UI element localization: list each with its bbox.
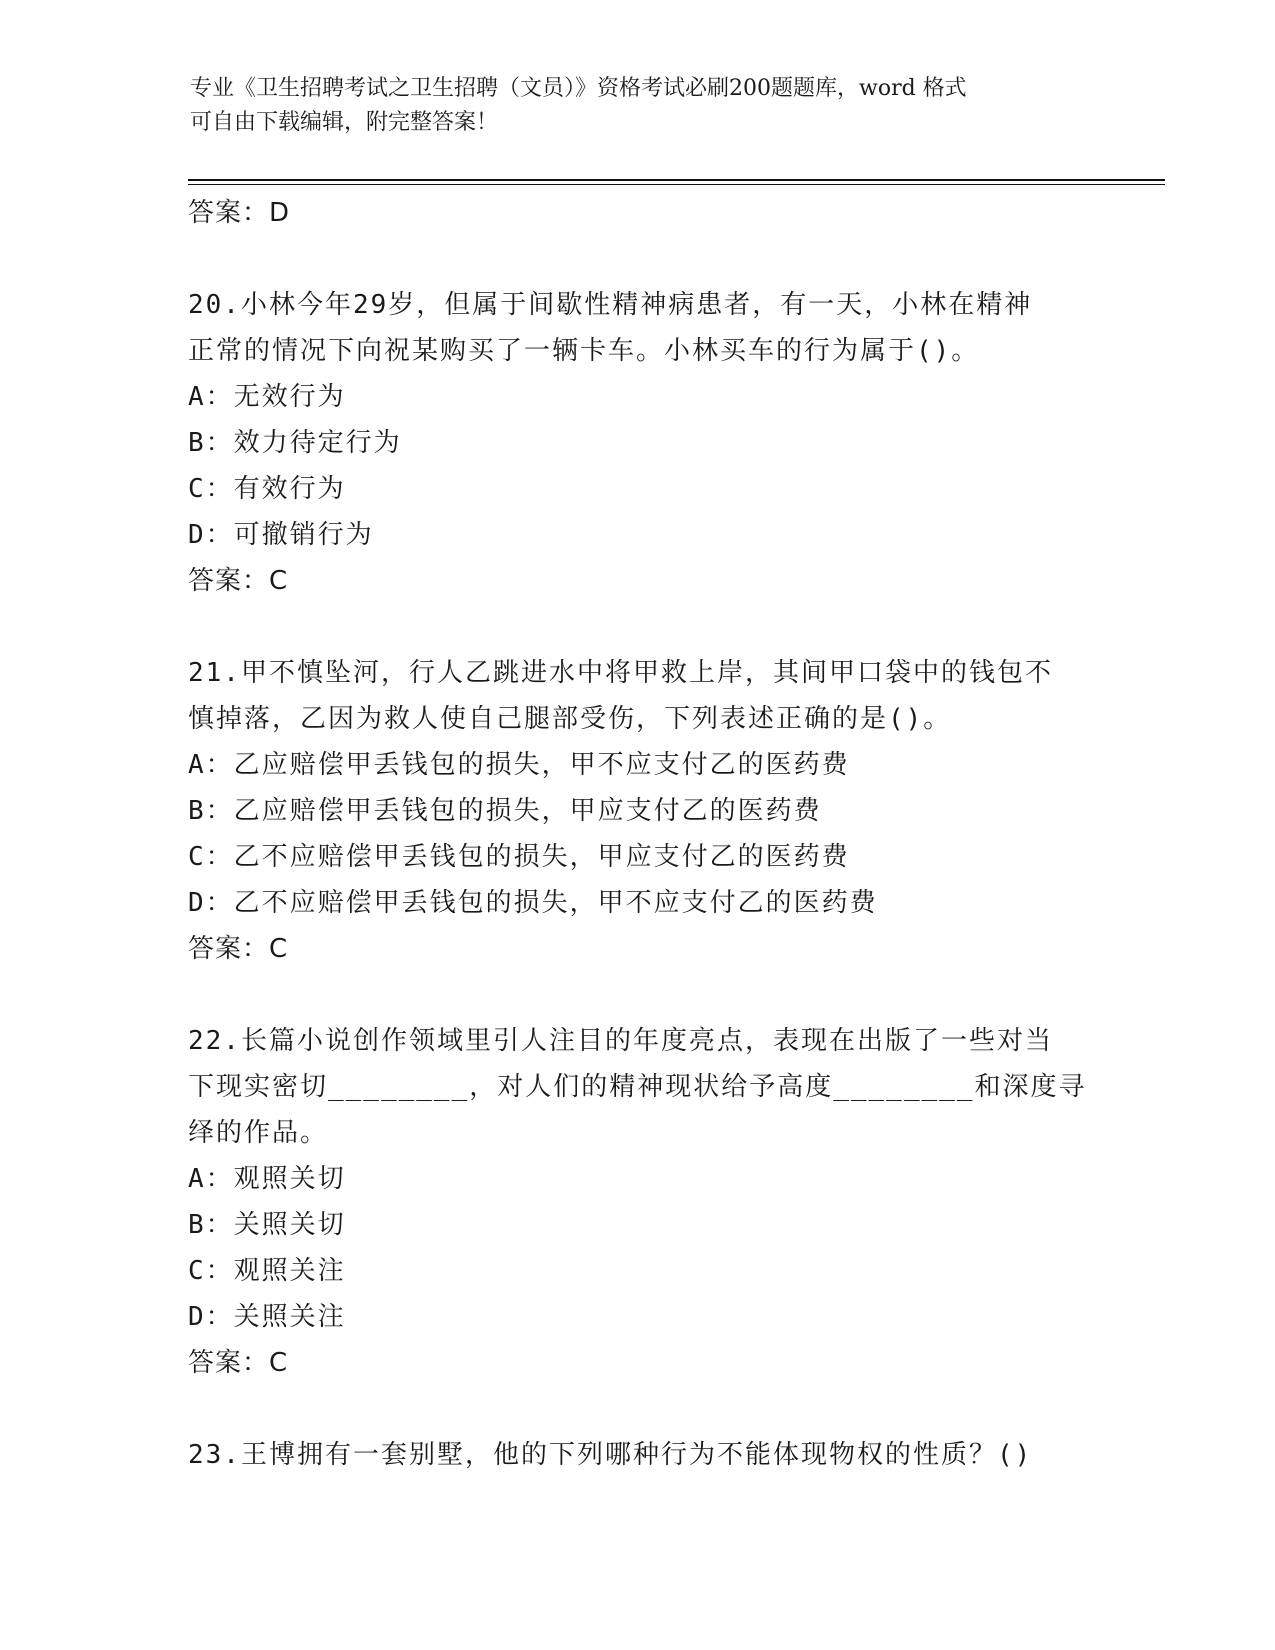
question-item	[188, 282, 1118, 604]
question-text: 23.王博拥有一套别墅，他的下列哪种行为不能体现物权的性质？()	[188, 1440, 1033, 1470]
answer-line: 答案：C	[188, 934, 289, 964]
option-a: A：乙应赔偿甲丢钱包的损失，甲不应支付乙的医药费	[188, 750, 850, 780]
header-divider-thick	[188, 179, 1165, 181]
question-text: 正常的情况下向祝某购买了一辆卡车。小林买车的行为属于()。	[188, 336, 980, 366]
header-line-2: 可自由下载编辑，附完整答案！	[190, 110, 499, 135]
option-c: C：乙不应赔偿甲丢钱包的损失，甲应支付乙的医药费	[188, 842, 850, 872]
spacer	[188, 236, 1118, 282]
question-text: 20.小林今年29岁，但属于间歇性精神病患者，有一天，小林在精神	[188, 290, 1033, 320]
document-header	[190, 72, 1090, 140]
answer-line: 答案：C	[188, 1348, 289, 1378]
header-divider-thin	[188, 184, 1165, 185]
question-text: 下现实密切________，对人们的精神现状给予高度________和深度寻	[188, 1072, 1087, 1102]
option-a: A：观照关切	[188, 1164, 346, 1194]
option-b: B：效力待定行为	[188, 428, 402, 458]
option-c: C：有效行为	[188, 474, 346, 504]
option-d: D：乙不应赔偿甲丢钱包的损失，甲不应支付乙的医药费	[188, 888, 878, 918]
question-list	[188, 190, 1118, 1478]
question-item	[188, 1018, 1118, 1386]
spacer	[188, 604, 1118, 650]
option-b: B：关照关切	[188, 1210, 346, 1240]
question-item	[188, 650, 1118, 972]
option-b: B：乙应赔偿甲丢钱包的损失，甲应支付乙的医药费	[188, 796, 822, 826]
answer-line: 答案：D	[188, 198, 291, 228]
header-line-1: 专业《卫生招聘考试之卫生招聘（文员）》资格考试必刷200题题库，word 格式	[190, 76, 967, 101]
question-text: 绎的作品。	[188, 1118, 329, 1148]
option-c: C：观照关注	[188, 1256, 346, 1286]
option-d: D：可撤销行为	[188, 520, 374, 550]
question-item	[188, 1432, 1118, 1478]
option-a: A：无效行为	[188, 382, 346, 412]
question-text: 21.甲不慎坠河，行人乙跳进水中将甲救上岸，其间甲口袋中的钱包不	[188, 658, 1053, 688]
option-d: D：关照关注	[188, 1302, 346, 1332]
spacer	[188, 1386, 1118, 1432]
answer-line: 答案：C	[188, 566, 289, 596]
question-text: 22.长篇小说创作领域里引人注目的年度亮点，表现在出版了一些对当	[188, 1026, 1053, 1056]
spacer	[188, 972, 1118, 1018]
question-text: 慎掉落，乙因为救人使自己腿部受伤，下列表述正确的是()。	[188, 704, 952, 734]
